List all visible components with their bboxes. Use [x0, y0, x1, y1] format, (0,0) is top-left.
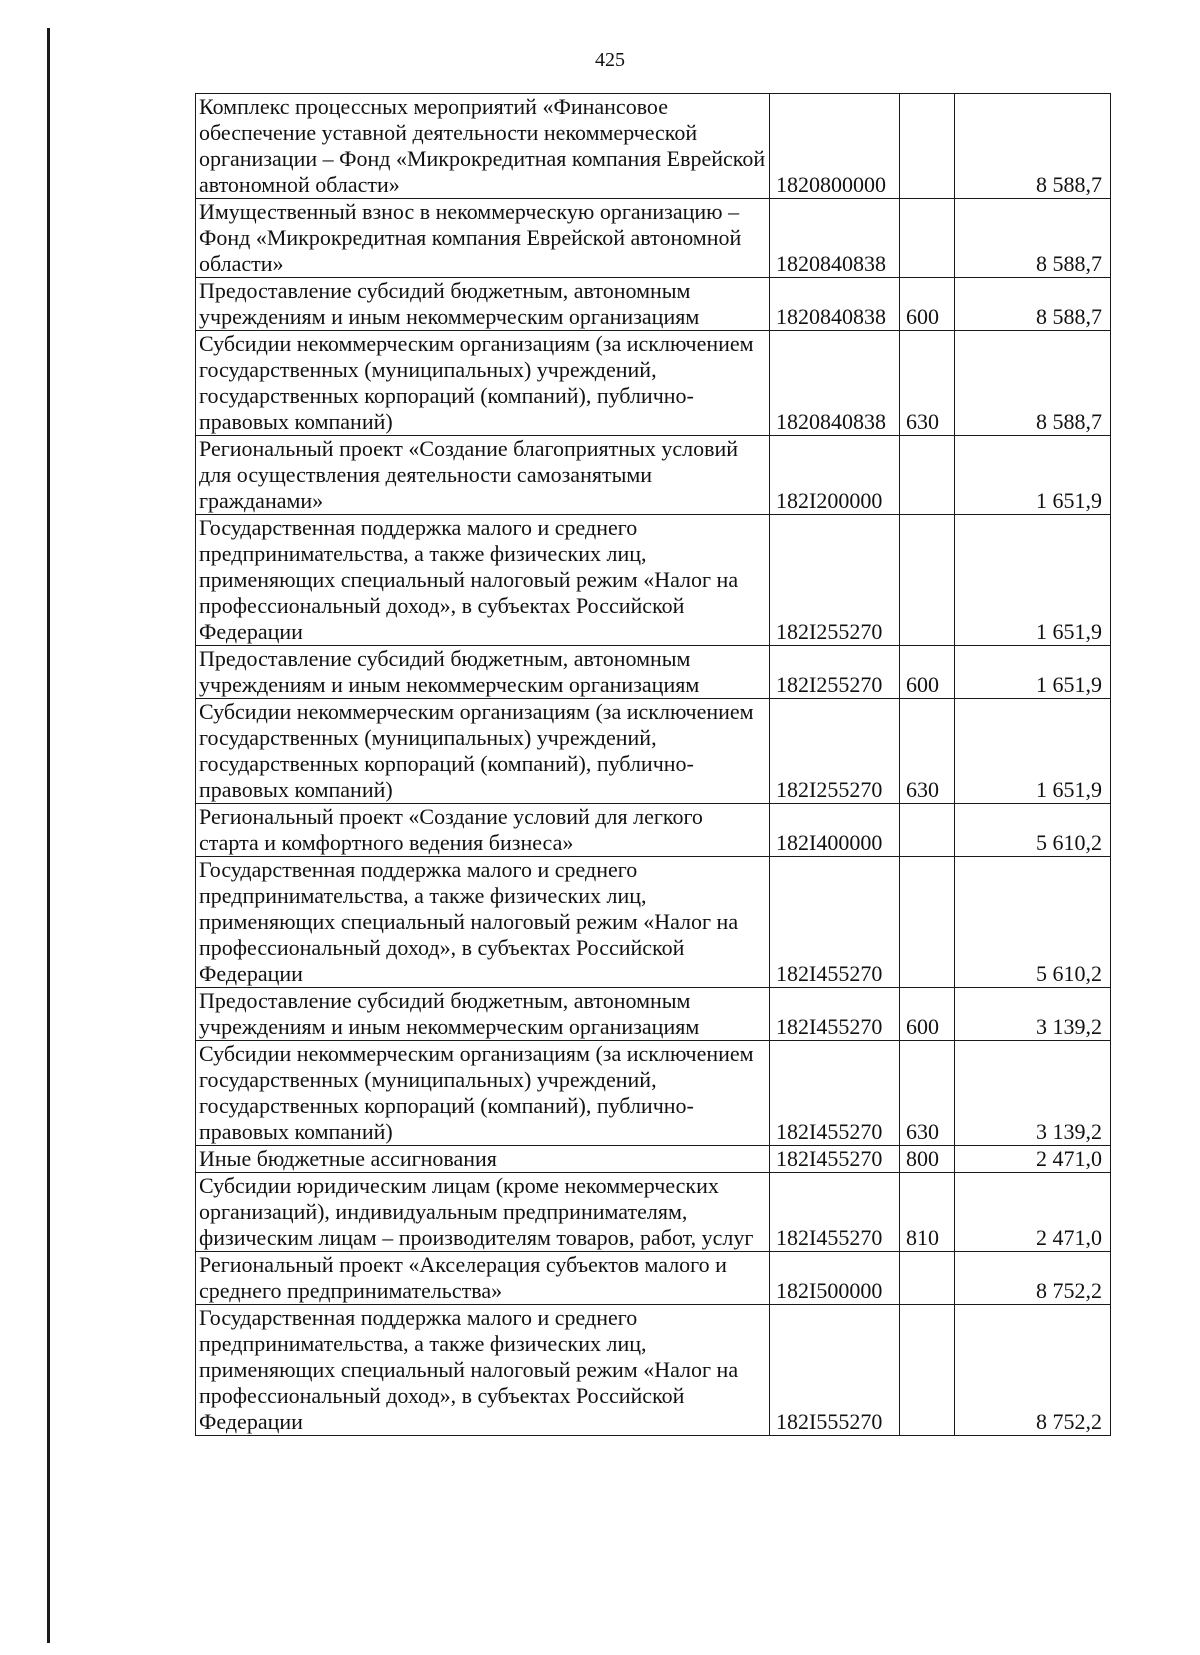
row-amount-cell: 5 610,2 [955, 857, 1111, 988]
row-name-cell: Предоставление субсидий бюджетным, автономным учреждениям и иным некоммерческим организациям [196, 646, 770, 699]
row-type-cell: 630 [900, 331, 955, 436]
row-amount-cell: 8 588,7 [955, 199, 1111, 278]
row-amount-cell: 1 651,9 [955, 436, 1111, 515]
row-amount-cell: 5 610,2 [955, 804, 1111, 857]
table-row [196, 278, 1111, 331]
table-row [196, 699, 1111, 804]
row-amount-cell: 8 588,7 [955, 278, 1111, 331]
row-name-cell: Государственная поддержка малого и среднего предпринимательства, а также физических лиц, применяющих специальный налоговый режим «Налог на профессиональный доход», в субъектах Российской Федерации [196, 857, 770, 988]
row-code-cell: 182I455270 [770, 1173, 900, 1252]
row-name-cell: Субсидии юридическим лицам (кроме некоммерческих организаций), индивидуальным предпринимателям, физическим лицам – производителям товаров, работ, услуг [196, 1173, 770, 1252]
row-name-cell: Региональный проект «Создание благоприятных условий для осуществления деятельности самозанятыми гражданами» [196, 436, 770, 515]
row-type-cell: 600 [900, 278, 955, 331]
row-code-cell: 182I455270 [770, 1146, 900, 1173]
row-amount-cell: 3 139,2 [955, 1041, 1111, 1146]
row-type-cell [900, 1305, 955, 1436]
row-code-cell: 182I200000 [770, 436, 900, 515]
table-row [196, 515, 1111, 646]
row-amount-cell: 8 752,2 [955, 1252, 1111, 1305]
row-amount-cell: 1 651,9 [955, 515, 1111, 646]
row-code-cell: 1820840838 [770, 278, 900, 331]
row-code-cell: 182I455270 [770, 988, 900, 1041]
budget-table [195, 93, 1111, 1436]
row-amount-cell: 8 588,7 [955, 331, 1111, 436]
row-type-cell: 630 [900, 699, 955, 804]
row-code-cell: 182I255270 [770, 515, 900, 646]
table-row [196, 436, 1111, 515]
row-code-cell: 1820800000 [770, 94, 900, 199]
row-name-cell: Комплекс процессных мероприятий «Финансовое обеспечение уставной деятельности некоммерческой организации – Фонд «Микрокредитная компания Еврейской автономной области» [196, 94, 770, 199]
row-name-cell: Государственная поддержка малого и среднего предпринимательства, а также физических лиц, применяющих специальный налоговый режим «Налог на профессиональный доход», в субъектах Российской Федерации [196, 515, 770, 646]
table-row [196, 331, 1111, 436]
page-number: 425 [595, 49, 625, 71]
row-name-cell: Субсидии некоммерческим организациям (за исключением государственных (муниципальных) учреждений, государственных корпораций (компаний), публично-правовых компаний) [196, 331, 770, 436]
row-type-cell [900, 804, 955, 857]
table-row [196, 94, 1111, 199]
table-row [196, 988, 1111, 1041]
table-row [196, 646, 1111, 699]
row-code-cell: 182I400000 [770, 804, 900, 857]
row-type-cell [900, 94, 955, 199]
scan-edge-line [47, 28, 50, 1643]
row-amount-cell: 1 651,9 [955, 699, 1111, 804]
row-code-cell: 182I555270 [770, 1305, 900, 1436]
table-body [196, 94, 1111, 1436]
row-name-cell: Имущественный взнос в некоммерческую организацию – Фонд «Микрокредитная компания Еврейской автономной области» [196, 199, 770, 278]
table-row [196, 804, 1111, 857]
table-row [196, 1146, 1111, 1173]
row-type-cell [900, 436, 955, 515]
row-name-cell: Иные бюджетные ассигнования [196, 1146, 770, 1173]
table-row [196, 1041, 1111, 1146]
row-name-cell: Государственная поддержка малого и среднего предпринимательства, а также физических лиц, применяющих специальный налоговый режим «Налог на профессиональный доход», в субъектах Российской Федерации [196, 1305, 770, 1436]
table-row [196, 1173, 1111, 1252]
row-type-cell [900, 1252, 955, 1305]
row-code-cell: 182I500000 [770, 1252, 900, 1305]
row-type-cell [900, 857, 955, 988]
row-code-cell: 182I455270 [770, 857, 900, 988]
row-name-cell: Предоставление субсидий бюджетным, автономным учреждениям и иным некоммерческим организациям [196, 278, 770, 331]
row-type-cell: 810 [900, 1173, 955, 1252]
row-name-cell: Региональный проект «Акселерация субъектов малого и среднего предпринимательства» [196, 1252, 770, 1305]
row-code-cell: 182I255270 [770, 699, 900, 804]
row-name-cell: Субсидии некоммерческим организациям (за исключением государственных (муниципальных) учреждений, государственных корпораций (компаний), публично-правовых компаний) [196, 699, 770, 804]
table-row [196, 857, 1111, 988]
row-code-cell: 182I455270 [770, 1041, 900, 1146]
table-row [196, 1305, 1111, 1436]
row-name-cell: Предоставление субсидий бюджетным, автономным учреждениям и иным некоммерческим организациям [196, 988, 770, 1041]
row-amount-cell: 1 651,9 [955, 646, 1111, 699]
row-name-cell: Региональный проект «Создание условий для легкого старта и комфортного ведения бизнеса» [196, 804, 770, 857]
row-type-cell: 800 [900, 1146, 955, 1173]
row-type-cell: 630 [900, 1041, 955, 1146]
table-row [196, 199, 1111, 278]
row-code-cell: 182I255270 [770, 646, 900, 699]
row-type-cell: 600 [900, 988, 955, 1041]
row-type-cell [900, 199, 955, 278]
row-code-cell: 1820840838 [770, 331, 900, 436]
row-type-cell [900, 515, 955, 646]
row-amount-cell: 2 471,0 [955, 1146, 1111, 1173]
row-name-cell: Субсидии некоммерческим организациям (за исключением государственных (муниципальных) учреждений, государственных корпораций (компаний), публично-правовых компаний) [196, 1041, 770, 1146]
table-row [196, 1252, 1111, 1305]
row-amount-cell: 2 471,0 [955, 1173, 1111, 1252]
row-amount-cell: 8 752,2 [955, 1305, 1111, 1436]
row-type-cell: 600 [900, 646, 955, 699]
row-amount-cell: 3 139,2 [955, 988, 1111, 1041]
row-code-cell: 1820840838 [770, 199, 900, 278]
row-amount-cell: 8 588,7 [955, 94, 1111, 199]
